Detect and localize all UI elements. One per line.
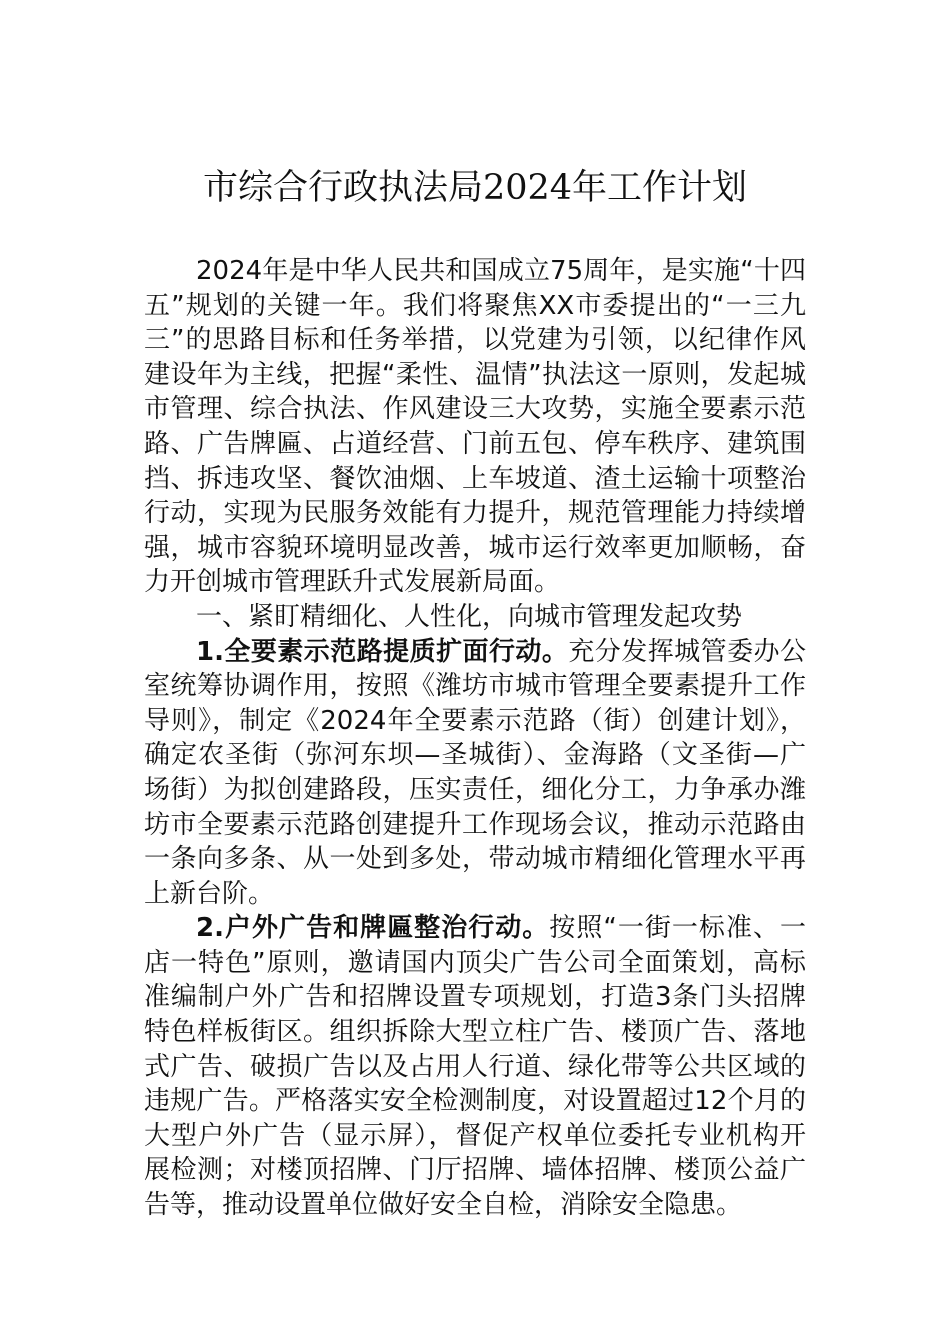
intro-paragraph [144,254,806,600]
item-paragraph-1 [144,635,806,912]
document-title: 市综合行政执法局2024年工作计划 [202,168,748,208]
item-paragraph-2 [144,911,806,1222]
item-lead: 1.全要素示范路提质扩面行动。 [196,636,569,667]
item-lead: 2.户外广告和牌匾整治行动。 [196,913,550,944]
section-heading-text: 一、紧盯精细化、人性化，向城市管理发起攻势 [196,601,743,632]
section-heading-1 [144,600,806,635]
paragraph-text: 按照“一街一标准、一店一特色”原则，邀请国内顶尖广告公司全面策划，高标准编制户外广告和招牌设置专项规划，打造3条门头招牌特色样板街区。组织拆除大型立柱广告、楼顶广告、落地式广告、破损广告以及占用人行道、绿化带等公共区域的违规广告。严格落实安全检测制度，对设置超过12个月的大型户外广告（显示屏），督促产权单位委托专业机构开展检测；对楼顶招牌、门厅招牌、墙体招牌、楼顶公益广告等，推动设置单位做好安全自检，消除安全隐患。 [144,913,806,1221]
paragraph-text: 2024年是中华人民共和国成立75周年，是实施“十四五”规划的关键一年。我们将聚焦XX市委提出的“一三九三”的思路目标和任务举措，以党建为引领，以纪律作风建设年为主线，把握“柔性、温情”执法这一原则，发起城市管理、综合执法、作风建设三大攻势，实施全要素示范路、广告牌匾、占道经营、门前五包、停车秩序、建筑围挡、拆违攻坚、餐饮油烟、上车坡道、渣土运输十项整治行动，实现为民服务效能有力提升，规范管理能力持续增强，城市容貌环境明显改善，城市运行效率更加顺畅，奋力开创城市管理跃升式发展新局面。 [144,256,806,598]
paragraph-text: 充分发挥城管委办公室统筹协调作用，按照《潍坊市城市管理全要素提升工作导则》，制定《2024年全要素示范路（街）创建计划》，确定农圣街（弥河东坝—圣城街）、金海路（文圣街—广场街）为拟创建路段，压实责任，细化分工，力争承办潍坊市全要素示范路创建提升工作现场会议，推动示范路由一条向多条、从一处到多处，带动城市精细化管理水平再上新台阶。 [144,636,806,909]
document-body [144,254,806,1223]
